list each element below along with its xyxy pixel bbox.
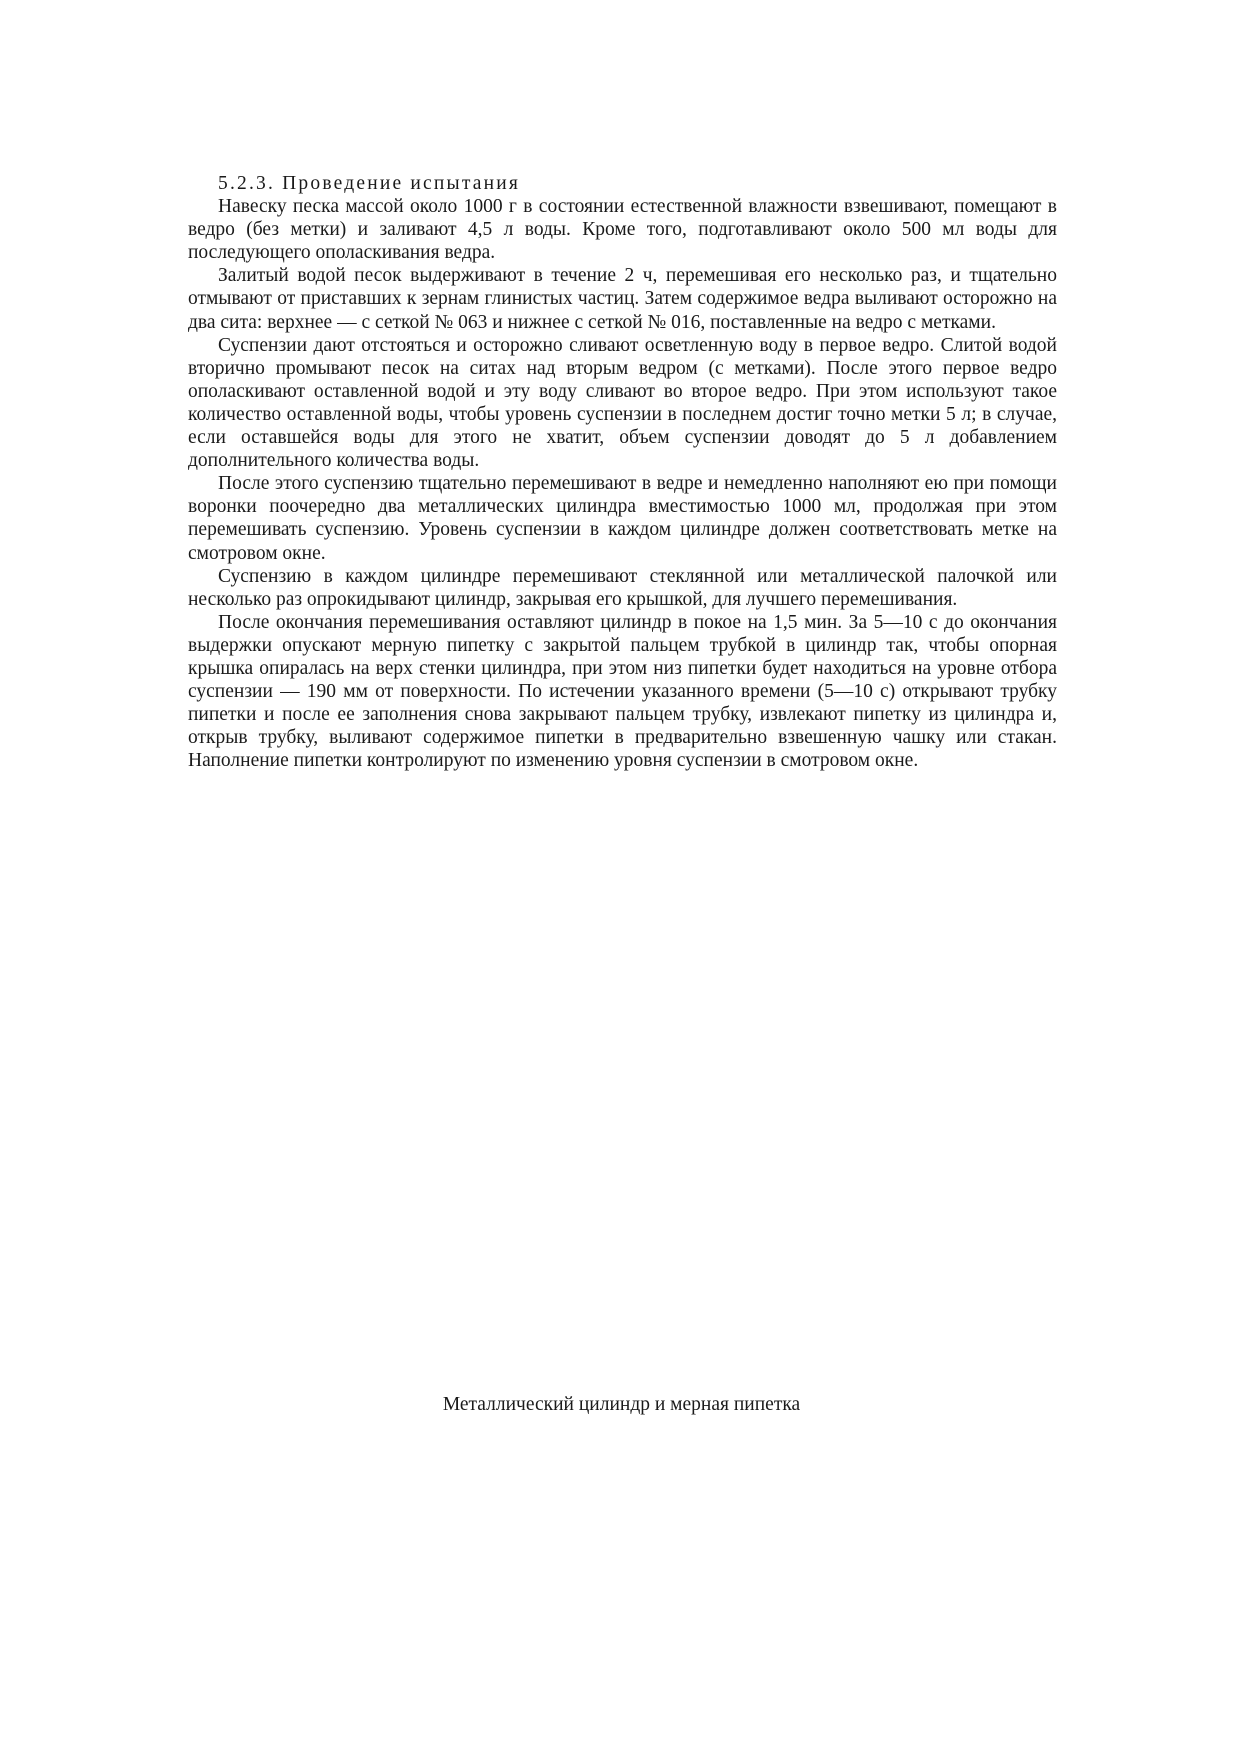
text-body — [188, 172, 1057, 772]
paragraph-2: Залитый водой песок выдерживают в течение 2 ч, перемешивая его несколько раз, и тщательно отмывают от приставших к зернам глинистых частиц. Затем содержимое ведра выливают осторожно на два сита: верхнее — с сеткой № 063 и нижнее с сеткой № 016, поставленные на ведро с метками. — [188, 265, 1057, 333]
paragraph-3: Суспензии дают отстояться и осторожно сливают осветленную воду в первое ведро. Слитой водой вторично промывают песок на ситах над вторым ведром (с метками). После этого первое ведро ополаскивают оставленной водой и эту воду сливают во второе ведро. При этом используют такое количество оставленной воды, чтобы уровень суспензии в последнем достиг точно метки 5 л; в случае, если оставшейся воды для этого не хватит, объем суспензии доводят до 5 л добавлением дополнительного количества воды. — [188, 334, 1057, 472]
paragraph-4: После этого суспензию тщательно перемешивают в ведре и немедленно наполняют ею при помощи воронки поочередно два металлических цилиндра вместимостью 1000 мл, продолжая при этом перемешивать суспензию. Уровень суспензии в каждом цилиндре должен соответствовать метке на смотровом окне. — [188, 473, 1057, 564]
figure-caption: Металлический цилиндр и мерная пипетка — [442, 1394, 801, 1415]
section-heading: 5.2.3. Проведение испытания — [218, 173, 521, 194]
paragraph-1: Навеску песка массой около 1000 г в состоянии естественной влажности взвешивают, помещают в ведро (без метки) и заливают 4,5 л воды. Кроме того, подготавливают около 500 мл воды для последующего ополаскивания ведра. — [188, 196, 1057, 264]
paragraph-6: После окончания перемешивания оставляют цилиндр в покое на 1,5 мин. За 5—10 с до окончания выдержки опускают мерную пипетку с закрытой пальцем трубкой в цилиндр так, чтобы опорная крышка опиралась на верх стенки цилиндра, при этом низ пипетки будет находиться на уровне отбора суспензии — 190 мм от поверхности. По истечении указанного времени (5—10 с) открывают трубку пипетки и после ее заполнения снова закрывают пальцем трубку, извлекают пипетку из цилиндра и, открыв трубку, выливают содержимое пипетки в предварительно взвешенную чашку или стакан. Наполнение пипетки контролируют по изменению уровня суспензии в смотровом окне. — [188, 611, 1057, 772]
paragraph-5: Суспензию в каждом цилиндре перемешивают стеклянной или металлической палочкой или несколько раз опрокидывают цилиндр, закрывая его крышкой, для лучшего перемешивания. — [188, 565, 1057, 610]
